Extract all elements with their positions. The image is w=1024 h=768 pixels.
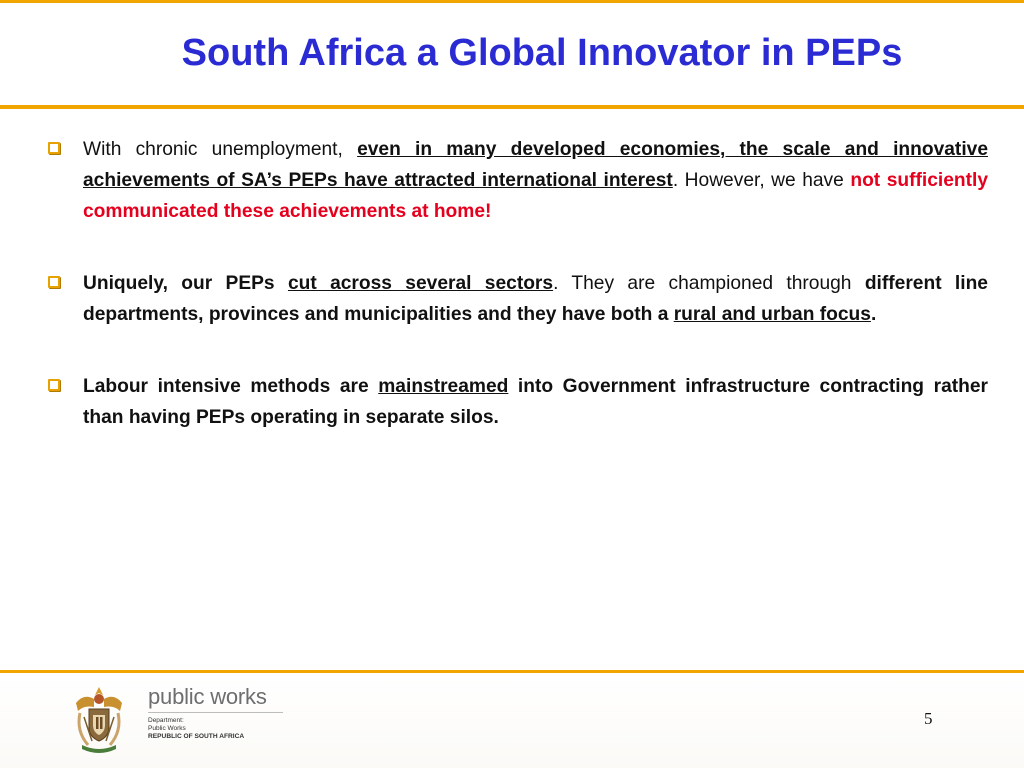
department-logo [148,684,348,754]
bullet-text: into Government infrastructure contracting rather than having PEPs operating in separate silos. [83,376,988,428]
square-bullet-icon [48,379,60,391]
bullet-text: With chronic unemployment, [83,139,358,160]
bullet-emphasis: even in many developed economies, the scale and innovative achievements of SA’s PEPs have attracted international interest [83,139,988,191]
bullet-text: different line departments, provinces and municipalities and they have both a [83,273,988,325]
bullet-text: . They are championed through [553,273,865,294]
bullet-highlight: not sufficiently communicated these achievements at home! [83,170,988,222]
bullet-text: Labour intensive methods are [83,376,379,397]
top-accent-rule [0,0,1024,3]
bullet-emphasis: mainstreamed [378,376,509,397]
bullet-emphasis: cut across several sectors [287,273,554,294]
title-divider [0,105,1024,109]
bullet-list [46,134,988,474]
coat-of-arms-icon [70,683,128,755]
brand-name: public works [148,684,267,709]
brand-subline: Public Works [148,725,186,732]
bullet-text: Uniquely, our PEPs [83,273,288,294]
bullet-emphasis: rural and urban focus [673,304,871,325]
bullet-text: . However, we have [672,170,851,191]
brand-underline [148,712,283,713]
bullet-item [46,268,988,330]
bullet-item [46,134,988,227]
brand-country: REPUBLIC OF SOUTH AFRICA [148,733,245,740]
footer-divider [0,670,1024,673]
brand-subline: Department: [148,717,184,724]
bullet-item [46,371,988,433]
page-number: 5 [924,709,933,728]
square-bullet-icon [48,276,60,288]
bullet-text: . [870,304,877,325]
square-bullet-icon [48,142,60,154]
slide-title: South Africa a Global Innovator in PEPs [181,32,903,74]
